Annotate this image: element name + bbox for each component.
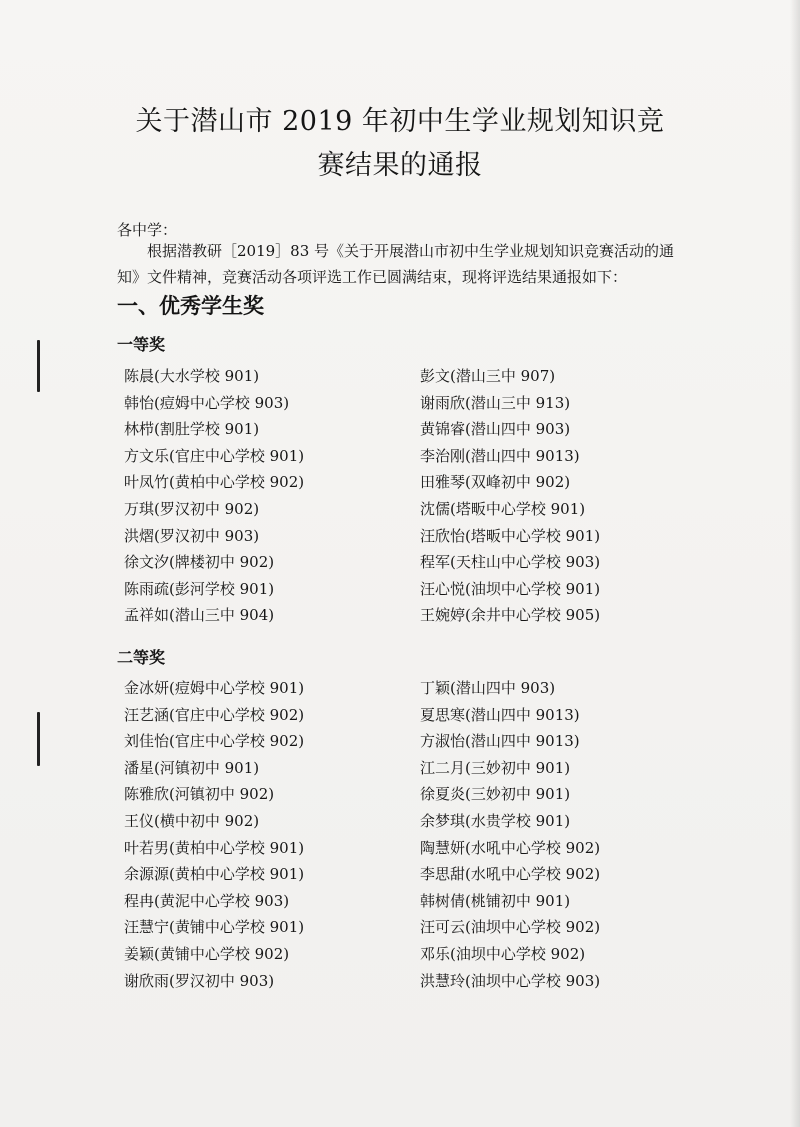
first-prize-heading: 一等奖 <box>117 335 166 354</box>
list-item: 韩树倩(桃铺初中 901) <box>420 891 571 910</box>
list-item: 徐文汐(牌楼初中 902) <box>124 553 275 572</box>
list-item: 刘佳怡(官庄中心学校 902) <box>124 732 305 751</box>
list-item: 陈晨(大水学校 901) <box>124 367 260 385</box>
list-item: 叶凤竹(黄柏中心学校 902) <box>124 473 305 492</box>
list-item: 陈雨疏(彭河学校 901) <box>124 579 275 598</box>
section-heading-excellent-student: 一、优秀学生奖 <box>117 294 264 318</box>
page-edge-shadow <box>790 0 800 1127</box>
first-prize-left-list <box>124 363 304 629</box>
list-item: 陶慧妍(水吼中心学校 902) <box>420 838 601 857</box>
list-item: 方淑怡(潜山四中 9013) <box>420 732 580 751</box>
list-item: 谢雨欣(潜山三中 913) <box>420 393 571 412</box>
second-prize-left-list <box>124 675 304 994</box>
list-item: 王仪(横中初中 902) <box>124 811 260 830</box>
list-item: 方文乐(官庄中心学校 901) <box>124 446 305 465</box>
list-item: 洪熠(罗汉初中 903) <box>124 526 260 545</box>
list-item: 陈雅欣(河镇初中 902) <box>124 785 275 804</box>
list-item: 汪艺涵(官庄中心学校 902) <box>124 705 305 724</box>
list-item: 夏思寒(潜山四中 9013) <box>420 705 580 724</box>
list-item: 余梦琪(水贵学校 901) <box>420 811 571 830</box>
second-prize-heading: 二等奖 <box>117 648 166 667</box>
list-item: 姜颖(黄铺中心学校 902) <box>124 944 290 963</box>
list-item: 邓乐(油坝中心学校 902) <box>420 944 586 963</box>
list-item: 洪慧玲(油坝中心学校 903) <box>420 971 601 990</box>
list-item: 丁颖(潜山四中 903) <box>420 679 556 697</box>
list-item: 程军(天柱山中心学校 903) <box>420 553 601 572</box>
salutation: 各中学： <box>117 221 178 239</box>
binder-mark-top <box>37 340 40 392</box>
list-item: 潘星(河镇初中 901) <box>124 758 260 777</box>
title-line-2: 赛结果的通报 <box>317 150 483 181</box>
list-item: 谢欣雨(罗汉初中 903) <box>124 971 275 990</box>
list-item: 孟祥如(潜山三中 904) <box>124 606 275 625</box>
list-item: 叶若男(黄柏中心学校 901) <box>124 838 305 857</box>
list-item: 江二月(三妙初中 901) <box>420 758 571 777</box>
list-item: 余源源(黄柏中心学校 901) <box>124 865 305 884</box>
list-item: 王婉婷(余井中心学校 905) <box>420 606 601 625</box>
list-item: 韩怡(痘姆中心学校 903) <box>124 393 290 412</box>
list-item: 徐夏炎(三妙初中 901) <box>420 785 571 804</box>
binder-mark-bottom <box>37 712 40 766</box>
list-item: 程冉(黄泥中心学校 903) <box>124 891 290 910</box>
document-title <box>110 100 690 188</box>
list-item: 汪欣怡(塔畈中心学校 901) <box>420 526 601 545</box>
list-item: 李思甜(水吼中心学校 902) <box>420 865 601 884</box>
list-item: 汪慧宁(黄铺中心学校 901) <box>124 918 305 937</box>
list-item: 田雅琴(双峰初中 902) <box>420 473 571 492</box>
list-item: 林栉(割肚学校 901) <box>124 420 260 439</box>
list-item: 李治刚(潜山四中 9013) <box>420 446 580 465</box>
title-line-1: 关于潜山市 2019 年初中生学业规划知识竞 <box>135 106 665 137</box>
list-item: 彭文(潜山三中 907) <box>420 367 556 385</box>
second-prize-right-list <box>420 675 600 994</box>
list-item: 万琪(罗汉初中 902) <box>124 499 260 518</box>
body-paragraph: 根据潜教研［2019］83 号《关于开展潜山市初中生学业规划知识竞赛活动的通知》文件精神，竞赛活动各项评选工作已圆满结束，现将评选结果通报如下： <box>117 242 675 286</box>
list-item: 黄锦睿(潜山四中 903) <box>420 420 571 439</box>
first-prize-right-list <box>420 363 600 629</box>
list-item: 金冰妍(痘姆中心学校 901) <box>124 679 305 697</box>
list-item: 汪心悦(油坝中心学校 901) <box>420 579 601 598</box>
list-item: 沈儒(塔畈中心学校 901) <box>420 499 586 518</box>
list-item: 汪可云(油坝中心学校 902) <box>420 918 601 937</box>
